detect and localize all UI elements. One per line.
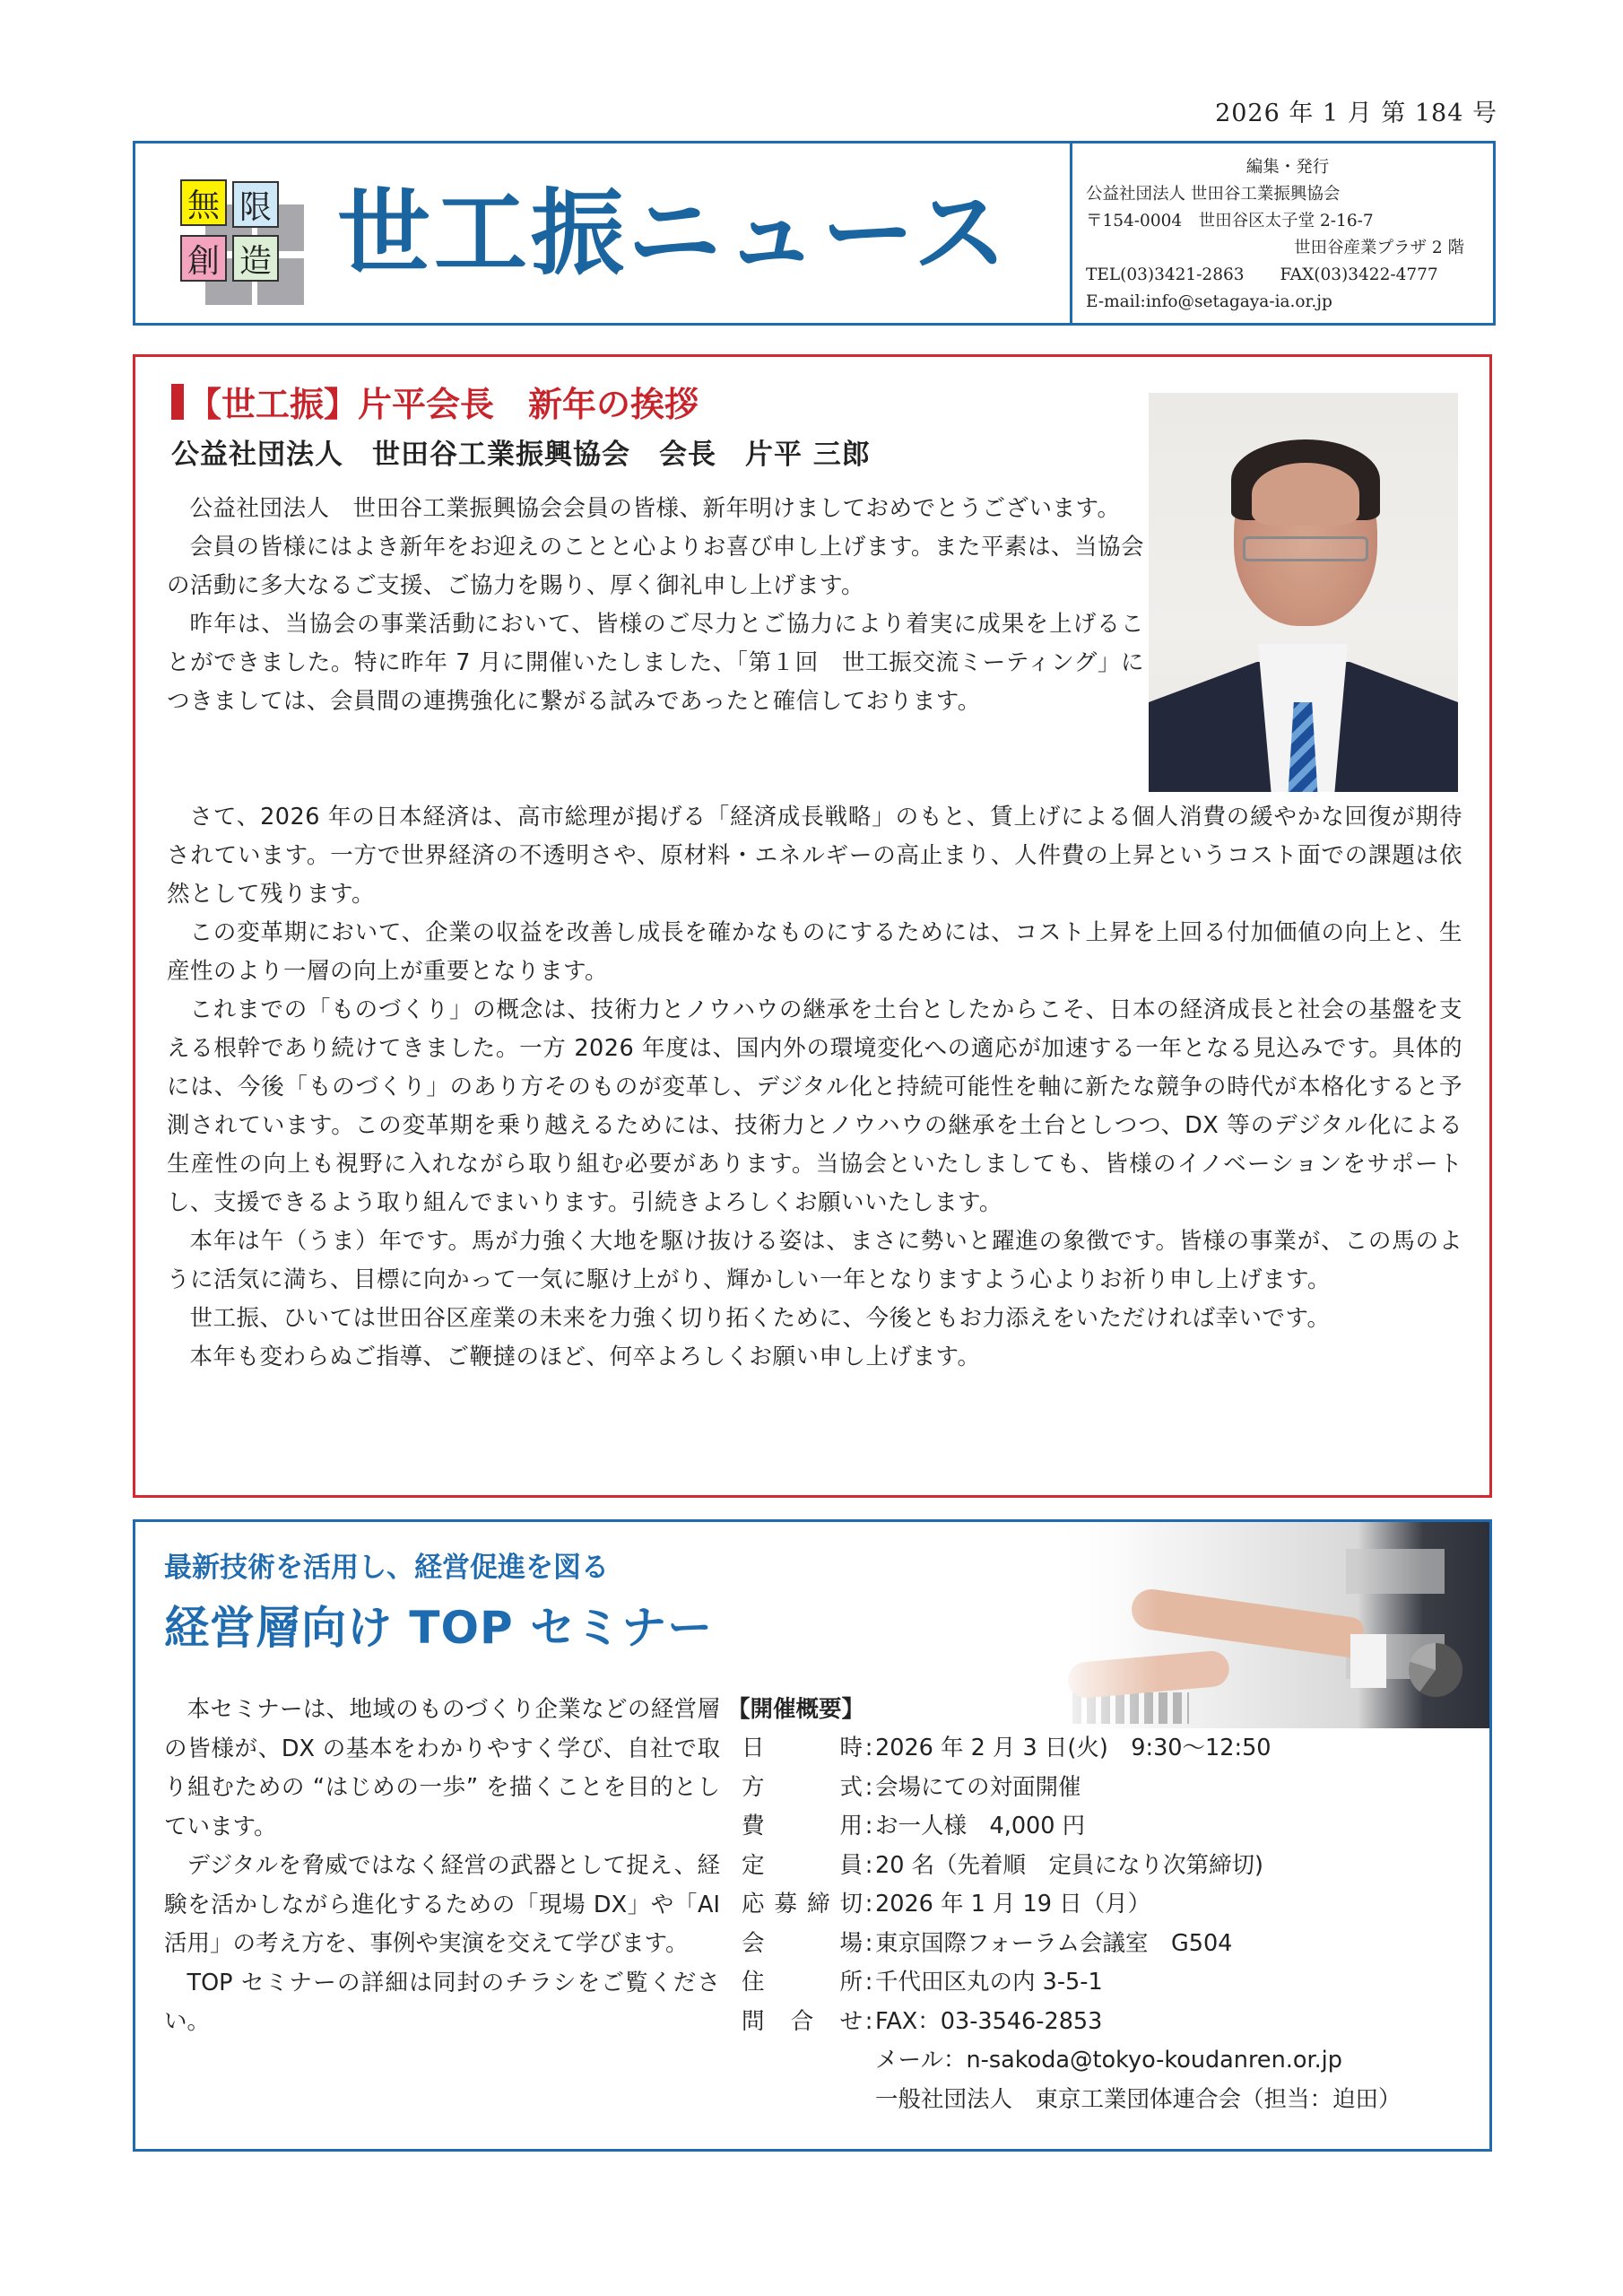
- top-seminar-section: [133, 1519, 1492, 2152]
- overview-value: 会場にての対面開催: [875, 1773, 1081, 1801]
- greeting-paragraph: 世工振、ひいては世田谷区産業の未来を力強く切り拓くために、今後ともお力添えをいただければ幸いです。: [189, 1305, 1331, 1332]
- greeting-title: [171, 377, 699, 426]
- publisher-tel: TEL(03)3421-2863: [1086, 265, 1245, 284]
- greeting-paragraph: 公益社団法人 世田谷工業振興協会会員の皆様、新年明けましておめでとうございます。: [189, 495, 1121, 522]
- publisher-email[interactable]: E-mail:info@setagaya-ia.or.jp: [1086, 292, 1332, 311]
- seminar-paragraph: TOP セミナーの詳細は同封のチラシをご覧ください。: [164, 1969, 720, 2035]
- seminar-title: 経営層向け TOP セミナー: [164, 1602, 714, 1654]
- overview-row-contact: 問 合 せ : FAX：03-3546-2853: [727, 2003, 1480, 2042]
- logo-tile: [180, 179, 227, 226]
- logo-tile-char: 無: [187, 187, 220, 224]
- overview-label: 方 式: [742, 1773, 863, 1801]
- greeting-body-wide: [167, 798, 1462, 1377]
- overview-label: 会 場: [742, 1929, 863, 1957]
- contact-email[interactable]: メール：n-sakoda@tokyo-koudanren.or.jp: [875, 2047, 1342, 2074]
- greeting-paragraph: この変革期において、企業の収益を改善し成長を確かなものにするためには、コスト上昇を上回る付加価値の向上と、生産性のより一層の向上が重要となります。: [167, 919, 1462, 985]
- overview-value: お一人様 4,000 円: [875, 1813, 1086, 1839]
- seminar-kicker: 最新技術を活用し、経営促進を図る: [164, 1552, 609, 1584]
- seminar-paragraph: 本セミナーは、地域のものづくり企業などの経営層の皆様が、DX の基本をわかりやすく学び、自社で取り組むための “はじめの一歩” を描くことを目的としています。: [164, 1696, 720, 1840]
- publisher-org: 公益社団法人 世田谷工業振興協会: [1086, 185, 1341, 204]
- overview-value: 2026 年 2 月 3 日(火) 9:30～12:50: [875, 1735, 1271, 1761]
- logo-mugen-souzou: [180, 179, 297, 305]
- chairman-portrait-photo: [1149, 393, 1458, 792]
- publisher-address: 〒154-0004 世田谷区太子堂 2-16-7: [1086, 212, 1374, 230]
- overview-heading: 【開催概要】: [727, 1696, 865, 1723]
- greeting-paragraph: これまでの「ものづくり」の概念は、技術力とノウハウの継承を土台としたからこそ、日本の経済成長と社会の基盤を支える根幹であり続けてきました。一方 2026 年度は、国内外の環境変化への適応が加速する一年となる見込みです。具体的には、今後「ものづくり」のあり方そのものが変革し、デジタル化と持続可能性を軸に新たな競争の時代が本格化すると予測されています。この変革期を乗り越えるためには、技術力とノウハウの継承を土台としつつ、DX 等のデジタル化による生産性の向上も視野に入れながら取り組む必要があります。当協会といたしましても、皆様のイノベーションをサポートし、支援できるよう取り組んでまいります。引続きよろしくお願いいたします。: [167, 996, 1462, 1216]
- overview-value: 2026 年 1 月 19 日（月）: [875, 1891, 1151, 1918]
- overview-row-fee: 費 用 : お一人様 4,000 円: [727, 1807, 1480, 1847]
- greeting-paragraph: 本年は午（うま）年です。馬が力強く大地を駆け抜ける姿は、まさに勢いと躍進の象徴です。皆様の事業が、この馬のように活気に満ち、目標に向かって一気に駆け上がり、輝かしい一年となりますよう心よりお祈り申し上げます。: [167, 1228, 1462, 1293]
- overview-label: 日 時: [742, 1735, 863, 1761]
- greeting-paragraph: 本年も変わらぬご指導、ご鞭撻のほど、何卒よろしくお願い申し上げます。: [189, 1344, 981, 1370]
- overview-row-address: 住 所 : 千代田区丸の内 3-5-1: [727, 1963, 1480, 2003]
- greeting-author: 公益社団法人 世田谷工業振興協会 会長 片平 三郎: [171, 439, 871, 471]
- overview-row-datetime: 日 時 : 2026 年 2 月 3 日(火) 9:30～12:50: [727, 1729, 1480, 1769]
- overview-value: FAX：03-3546-2853: [875, 2007, 1103, 2035]
- logo-tile: [180, 235, 227, 282]
- logo-tile: [232, 181, 279, 228]
- seminar-paragraph: デジタルを脅威ではなく経営の武器として捉え、経験を活かしながら進化するための「現場 DX」や「AI 活用」の考え方を、事例や実演を交えて学びます。: [164, 1852, 720, 1957]
- overview-row-capacity: 定 員 : 20 名（先着順 定員になり次第締切): [727, 1847, 1480, 1886]
- overview-row-venue: 会 場 : 東京国際フォーラム会議室 G504: [727, 1925, 1480, 1964]
- overview-value: 千代田区丸の内 3-5-1: [875, 1969, 1103, 1996]
- overview-label: 費 用: [742, 1813, 863, 1839]
- logo-tile-char: 創: [187, 242, 220, 280]
- issue-number: 2026 年 1 月 第 184 号: [1215, 100, 1497, 127]
- newsletter-title: 世工振ニュース: [337, 178, 1011, 288]
- masthead-divider: [1070, 144, 1072, 323]
- overview-label: 定 員: [742, 1851, 863, 1879]
- greeting-paragraph: 会員の皆様にはよき新年をお迎えのことと心よりお喜び申し上げます。また平素は、当協会の活動に多大なるご支援、ご協力を賜り、厚く御礼申し上げます。: [167, 534, 1144, 599]
- publisher-phone-fax: [1086, 262, 1489, 289]
- publisher-fax: FAX(03)3422-4777: [1280, 265, 1438, 284]
- publisher-heading: 編集・発行: [1245, 158, 1330, 177]
- publisher-address-building: 世田谷産業プラザ 2 階: [1293, 239, 1464, 257]
- overview-row-format: 方 式 : 会場にての対面開催: [727, 1769, 1480, 1808]
- masthead: [133, 141, 1496, 326]
- overview-value: 東京国際フォーラム会議室 G504: [875, 1929, 1233, 1957]
- greeting-title-text: 【世工振】片平会長 新年の挨拶: [187, 385, 699, 424]
- overview-row-deadline: 応 募 締 切 : 2026 年 1 月 19 日（月）: [727, 1885, 1480, 1925]
- new-year-greeting-section: [133, 354, 1492, 1498]
- logo-tile: [232, 235, 279, 282]
- seminar-overview: [727, 1691, 1480, 2119]
- publisher-info: [1086, 154, 1489, 316]
- overview-label: 応 募 締 切: [742, 1891, 863, 1918]
- greeting-paragraph: さて、2026 年の日本経済は、高市総理が掲げる「経済成長戦略」のもと、賃上げによる個人消費の緩やかな回復が期待されています。一方で世界経済の不透明さや、原材料・エネルギーの高止まり、人件費の上昇というコスト面での課題は依然として残ります。: [167, 804, 1463, 908]
- seminar-description: [164, 1691, 720, 2042]
- logo-tile-char: 造: [239, 242, 272, 280]
- overview-label: 住 所: [742, 1969, 863, 1996]
- greeting-body-narrow: [167, 490, 1144, 721]
- logo-tile-char: 限: [239, 188, 272, 226]
- contact-organization: 一般社団法人 東京工業団体連合会（担当：迫田）: [875, 2085, 1402, 2113]
- overview-label: 問 合 せ: [742, 2007, 863, 2035]
- title-bar-marker: [171, 384, 184, 420]
- overview-value: 20 名（先着順 定員になり次第締切): [875, 1851, 1264, 1879]
- greeting-paragraph: 昨年は、当協会の事業活動において、皆様のご尽力とご協力により着実に成果を上げることができました。特に昨年 7 月に開催いたしました、「第１回 世工振交流ミーティング」につきましては、会員間の連携強化に繋がる試みであったと確信しております。: [167, 611, 1144, 715]
